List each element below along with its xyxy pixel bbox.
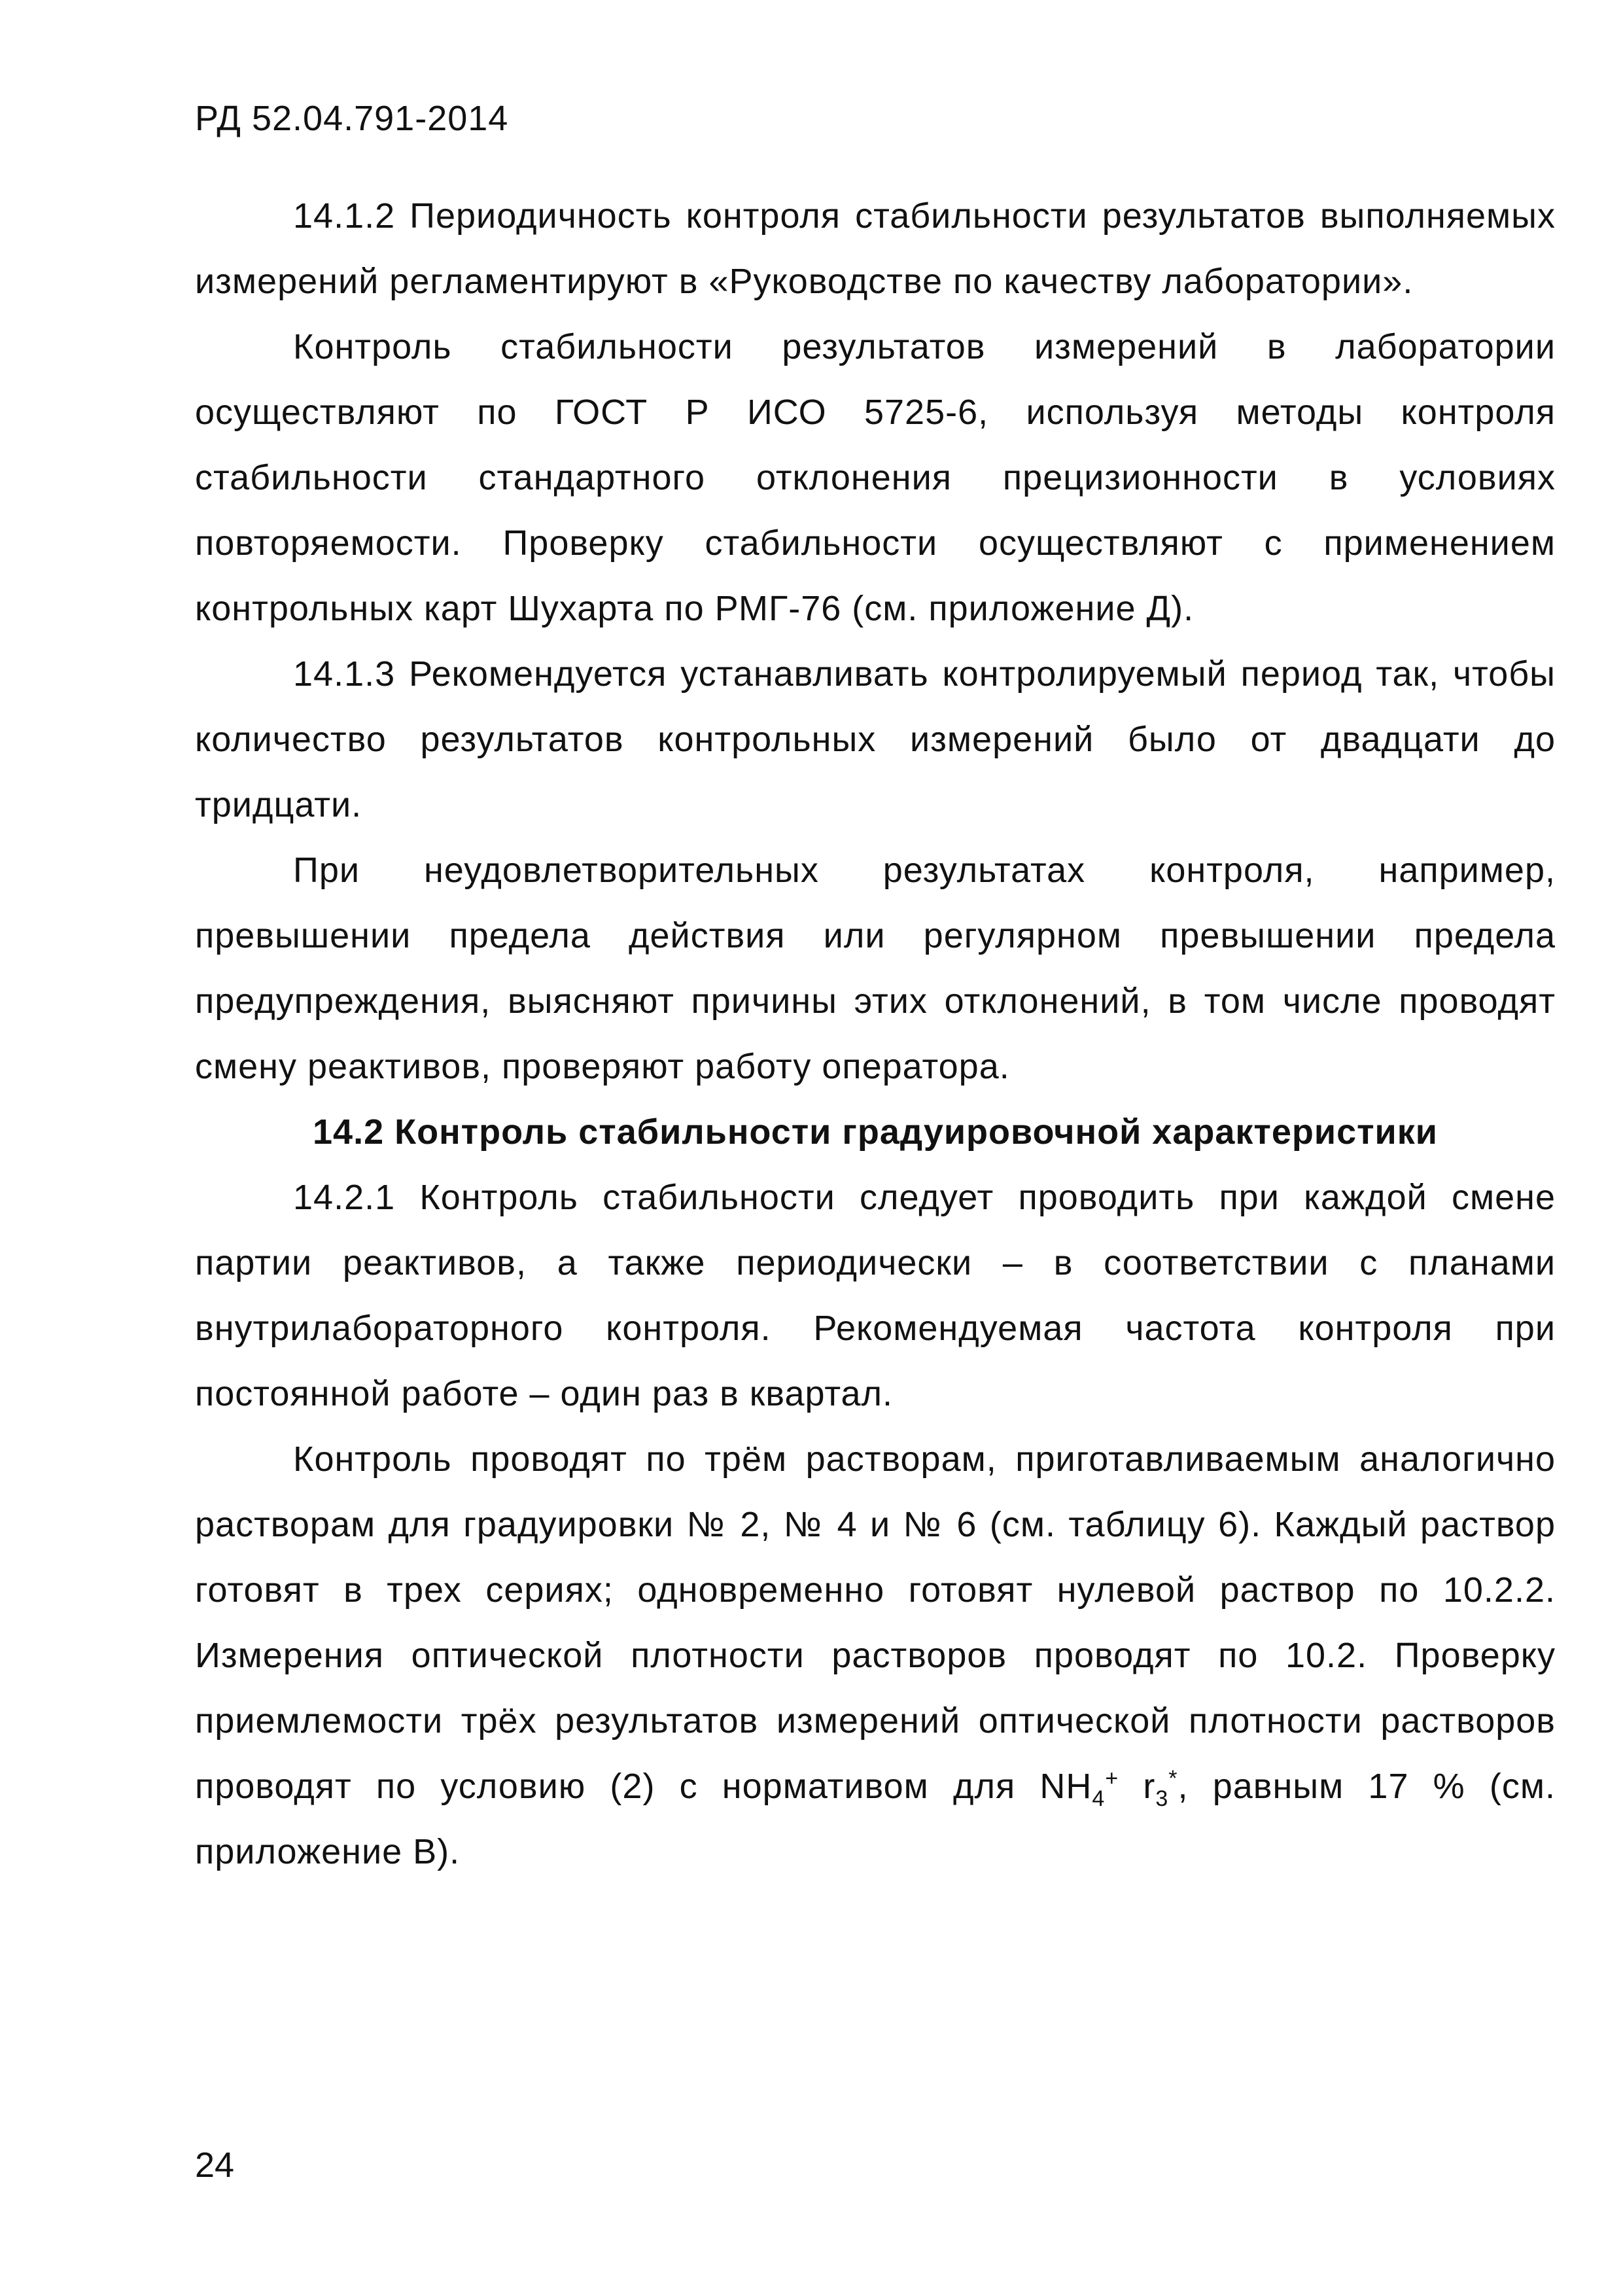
paragraph-control-gost: Контроль стабильности результатов измерений в лаборатории осуществляют по ГОСТ Р ИСО 5725-6, используя методы контроля стабильности стандартного отклонения прецизионности в условиях повторяемости. Проверку стабильности осуществляют с применением контрольных карт Шухарта по РМГ-76 (см. приложение Д). [195, 327, 1556, 628]
paragraph-three-solutions-end: , равным 17 % (см. приложение В). [195, 1767, 1556, 1871]
paragraph-14-1-3: 14.1.3 Рекомендуется устанавливать контролируемый период так, чтобы количество результатов контрольных измерений было от двадцати до тридцати. [195, 654, 1556, 824]
paragraph-three-solutions-text: Контроль проводят по трём растворам, приготавливаемым аналогично растворам для градуировки № 2, № 4 и № 6 (см. таблицу 6). Каждый раствор готовят в трех сериях; одновременно готовят нулевой раствор по 10.2.2. Измерения оптической плотности растворов проводят по 10.2. Проверку приемлемости трёх результатов измерений оптической плотности растворов проводят по условию (2) с нормативом для NH [195, 1439, 1556, 1806]
page-number: 24 [195, 2146, 235, 2185]
paragraph-14-1-2: 14.1.2 Периодичность контроля стабильности результатов выполняемых измерений регламентируют в «Руководстве по качеству лаборатории». [195, 196, 1556, 301]
r-subscript: 3 [1155, 1786, 1169, 1811]
paragraph-14-2-1: 14.2.1 Контроль стабильности следует проводить при каждой смене партии реактивов, а также периодически – в соответствии с планами внутрилабораторного контроля. Рекомендуемая частота контроля при постоянной работе – один раз в квартал. [195, 1178, 1556, 1413]
nh4-subscript: 4 [1092, 1786, 1106, 1811]
paragraph-unsatisfactory-results: При неудовлетворительных результатах контроля, например, превышении предела действия или регулярном превышении предела предупреждения, выясняют причины этих отклонений, в том числе проводят смену реактивов, проверяют работу оператора. [195, 851, 1556, 1086]
nh4-superscript: + [1105, 1766, 1119, 1791]
document-body [195, 183, 1556, 1884]
r-symbol: r [1119, 1767, 1156, 1806]
r-superscript: * [1168, 1766, 1178, 1791]
section-title-14-2: 14.2 Контроль стабильности градуировочной характеристики [313, 1112, 1438, 1152]
paragraph-three-solutions [195, 1426, 1556, 1884]
document-code: РД 52.04.791-2014 [195, 99, 509, 138]
